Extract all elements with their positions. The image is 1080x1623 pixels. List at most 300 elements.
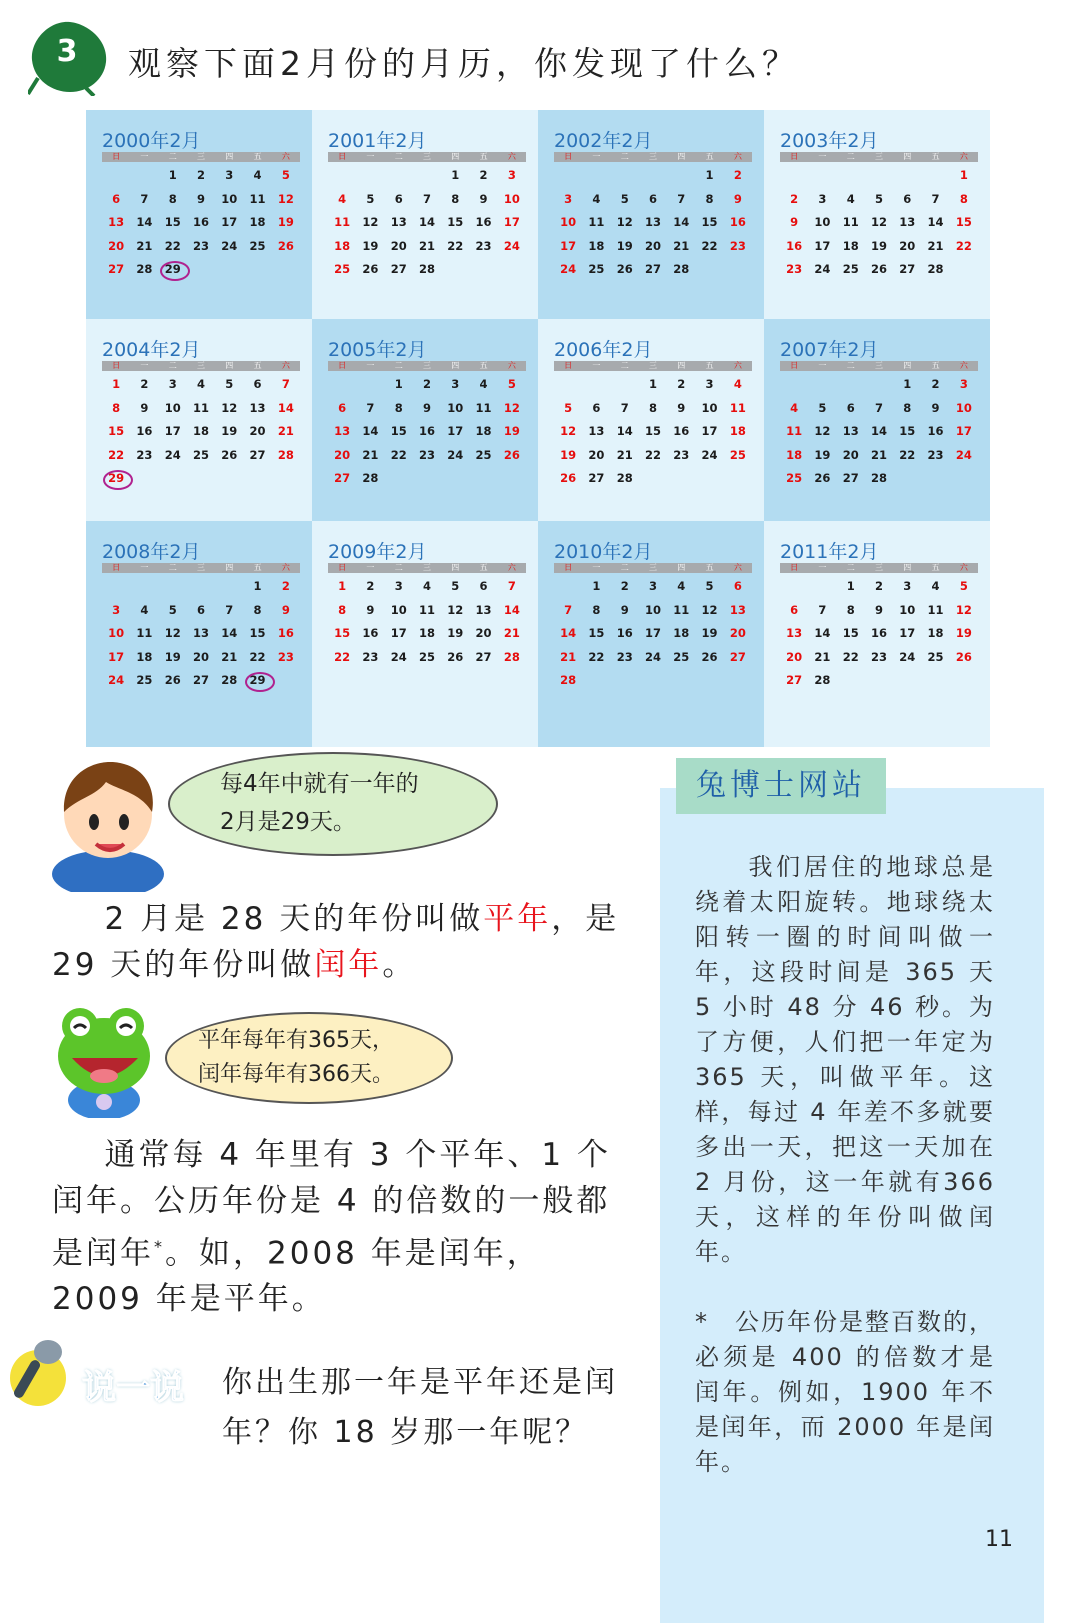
calendar-day: 22 [390,447,407,462]
calendar-day: 23 [729,238,746,253]
calendar-day: 12 [503,400,520,415]
calendar-day: 1 [253,579,262,593]
weekday-label: 三 [422,152,431,161]
calendar-day: 4 [733,377,742,391]
weekday-label: 二 [394,361,403,370]
calendar-day: 6 [846,400,855,415]
calendar-day: 3 [564,191,573,206]
calendar-day: 11 [729,400,746,415]
calendar-day: 3 [648,579,657,593]
calendar-day: 3 [903,579,912,593]
calendar-day: 2 [479,168,488,182]
calendar-day: 16 [673,424,690,438]
calendar-day: 22 [164,238,181,253]
weekday-label: 日 [790,563,799,572]
leap-day-circled: 29 [102,467,130,491]
calendar-day: 9 [874,602,883,617]
term-leap-year: 闰年 [314,947,383,983]
calendar-day: 28 [503,649,520,664]
calendar-day: 26 [221,447,238,462]
calendar-day: 6 [112,191,121,206]
calendar-day: 18 [673,626,690,640]
calendar-day: 19 [616,238,633,253]
speech-bubble-boy-text [220,765,480,841]
weekday-label: 三 [422,563,431,572]
calendar-day: 21 [927,238,944,253]
calendar-day: 10 [221,191,238,206]
calendar-day: 8 [648,400,657,415]
calendar-day: 25 [334,262,351,276]
calendar-day: 11 [927,602,944,617]
calendar-day: 10 [955,400,972,415]
calendar-day: 23 [927,447,944,462]
calendar-day: 18 [192,424,209,438]
weekday-label: 五 [931,361,940,370]
calendar-day: 16 [870,626,887,640]
calendar-day: 17 [899,626,916,640]
calendar-day: 22 [334,649,351,664]
weekday-header [328,152,526,162]
calendar-day: 26 [503,447,520,462]
weekday-label: 二 [846,152,855,161]
weekday-label: 六 [733,152,742,161]
calendar-day: 21 [362,447,379,462]
weekday-label: 二 [168,152,177,161]
calendar-day: 4 [253,168,262,182]
side-panel-note: * 公历年份是整百数的，必须是 400 的倍数才是闰年。例如，1900 年不是闰年，而 2000 年是闰年。 [695,1308,995,1476]
calendar-day: 5 [818,400,827,415]
weekday-label: 四 [677,152,686,161]
month-calendar [764,319,990,521]
calendar-day: 24 [447,447,464,462]
calendar-day: 16 [136,424,153,438]
calendar-day: 24 [108,673,125,687]
calendar-day: 6 [394,191,403,206]
frog-illustration [50,1000,160,1118]
side-panel-body-text: 我们居住的地球总是绕着太阳旋转。地球绕太阳转一圈的时间叫做一年，这段时间是 365 天 5 小时 48 分 46 秒。为了方便，人们把一年定为 365 天，叫做平年。这样，每过 4 年差不多就要多出一天，把这一天加在 2 月份，这一年就有366 天，这样的年份叫做闰年。 [695,853,995,1266]
day-grid [328,164,526,282]
month-title: 2005年2月 [328,339,427,361]
weekday-label: 三 [422,361,431,370]
weekday-header [780,563,978,573]
bubble-line: 平年每年有365天， [198,1028,394,1053]
weekday-label: 日 [564,152,573,161]
calendar-day: 12 [560,424,577,438]
weekday-label: 一 [366,152,375,161]
calendar-day: 8 [846,602,855,617]
definition-part: ，是 29 天的年份叫做 [52,901,620,983]
calendar-day: 24 [955,447,972,462]
weekday-header [780,361,978,371]
calendar-day: 11 [842,215,859,229]
calendar-day: 3 [705,377,714,391]
weekday-label: 二 [168,361,177,370]
weekday-label: 一 [140,563,149,572]
weekday-label: 一 [592,563,601,572]
calendar-day: 17 [447,424,464,438]
month-calendar [86,319,312,521]
calendar-day: 5 [507,377,516,391]
calendar-day: 6 [196,602,205,617]
calendar-day: 8 [705,191,714,206]
calendar-day: 17 [164,424,181,438]
calendar-day: 22 [447,238,464,253]
calendar-day: 7 [422,191,431,206]
calendar-day: 5 [451,579,460,593]
calendar-day: 20 [729,626,746,640]
calendar-day: 7 [564,602,573,617]
month-calendar [538,319,764,521]
calendar-day: 5 [705,579,714,593]
weekday-label: 日 [338,152,347,161]
calendar-day: 11 [136,626,153,640]
calendar-day: 28 [560,673,577,687]
calendar-day: 19 [701,626,718,640]
day-grid [102,575,300,693]
month-title: 2010年2月 [554,541,653,563]
calendar-day: 11 [786,424,803,438]
calendar-day: 27 [249,447,266,462]
calendar-day: 14 [503,602,520,617]
calendar-day: 23 [277,649,294,664]
calendar-day: 16 [362,626,379,640]
calendar-day: 14 [560,626,577,640]
weekday-label: 二 [620,361,629,370]
calendar-day: 22 [842,649,859,664]
weekday-label: 日 [790,361,799,370]
calendar-day: 24 [899,649,916,664]
weekday-label: 四 [903,361,912,370]
calendar-day: 7 [366,400,375,415]
month-calendar [764,521,990,747]
calendar-day: 17 [503,215,520,229]
weekday-label: 三 [648,361,657,370]
calendar-day: 25 [136,673,153,687]
calendar-day: 3 [507,168,516,182]
weekday-header [554,152,752,162]
calendar-day: 3 [112,602,121,617]
calendar-day: 21 [418,238,435,253]
weekday-label: 五 [705,563,714,572]
boy-illustration [48,752,168,892]
month-title: 2008年2月 [102,541,201,563]
calendar-day: 27 [588,471,605,485]
day-grid [328,373,526,491]
calendar-day: 2 [620,579,629,593]
weekday-label: 六 [507,563,516,572]
weekday-label: 五 [253,152,262,161]
weekday-label: 日 [564,563,573,572]
bubble-line: 2月是29天。 [220,809,356,835]
calendar-day: 24 [221,238,238,253]
calendar-day: 9 [366,602,375,617]
calendar-day: 7 [140,191,149,206]
calendar-day: 21 [560,649,577,664]
calendar-day: 13 [899,215,916,229]
calendar-day: 15 [701,215,718,229]
calendar-day: 4 [846,191,855,206]
calendar-day: 27 [729,649,746,664]
calendar-day: 28 [362,471,379,485]
weekday-label: 五 [931,563,940,572]
day-grid [554,164,752,282]
day-grid [328,575,526,669]
month-calendar [538,110,764,319]
calendar-day: 7 [620,400,629,415]
calendar-day: 18 [334,238,351,253]
calendar-day: 21 [136,238,153,253]
weekday-label: 一 [366,361,375,370]
weekday-label: 六 [959,152,968,161]
weekday-label: 四 [225,152,234,161]
calendar-day: 2 [733,168,742,182]
calendar-day: 6 [479,579,488,593]
calendar-day: 22 [644,447,661,462]
calendar-day: 18 [475,424,492,438]
weekday-label: 二 [620,152,629,161]
calendar-day: 18 [249,215,266,229]
calendar-day: 7 [281,377,290,391]
calendar-day: 14 [277,400,294,415]
calendar-day: 20 [899,238,916,253]
month-calendar [312,521,538,747]
month-title: 2011年2月 [780,541,879,563]
calendar-day: 1 [705,168,714,182]
calendar-day: 10 [899,602,916,617]
calendar-day: 1 [959,168,968,182]
calendar-day: 23 [870,649,887,664]
calendar-day: 28 [418,262,435,276]
calendar-day: 23 [418,447,435,462]
calendar-day: 20 [249,424,266,438]
calendar-day: 26 [560,471,577,485]
calendar-day: 28 [616,471,633,485]
weekday-label: 日 [338,361,347,370]
calendar-day: 19 [447,626,464,640]
calendar-day: 14 [221,626,238,640]
calendar-day: 25 [842,262,859,276]
calendar-day: 15 [390,424,407,438]
calendar-day: 22 [899,447,916,462]
calendar-day: 23 [673,447,690,462]
side-panel-title: 兔博士网站 [676,758,886,814]
calendar-day: 26 [955,649,972,664]
calendar-day: 24 [701,447,718,462]
calendar-day: 8 [338,602,347,617]
calendar-day: 19 [560,447,577,462]
calendar-day: 17 [108,649,125,664]
calendar-day: 13 [475,602,492,617]
calendar-day: 23 [475,238,492,253]
weekday-label: 六 [507,361,516,370]
calendar-day: 27 [192,673,209,687]
calendar-day: 24 [164,447,181,462]
calendar-day: 5 [225,377,234,391]
calendar-day: 4 [140,602,149,617]
weekday-header [554,563,752,573]
calendar-day: 14 [927,215,944,229]
calendar-day: 16 [927,424,944,438]
calendar-day: 21 [814,649,831,664]
calendar-day: 14 [362,424,379,438]
calendar-day: 6 [592,400,601,415]
weekday-label: 日 [338,563,347,572]
calendar-day: 6 [338,400,347,415]
weekday-label: 四 [903,152,912,161]
calendar-day: 15 [249,626,266,640]
calendar-day: 19 [870,238,887,253]
calendar-day: 14 [870,424,887,438]
calendar-day: 18 [418,626,435,640]
calendar-day: 4 [790,400,799,415]
calendar-day: 9 [281,602,290,617]
weekday-label: 日 [790,152,799,161]
calendar-day: 2 [140,377,149,391]
month-calendar [86,521,312,747]
calendar-day: 6 [733,579,742,593]
calendar-day: 3 [168,377,177,391]
calendar-day: 25 [927,649,944,664]
calendar-day: 12 [447,602,464,617]
bubble-line: 闰年每年有366天。 [198,1062,394,1087]
calendar-day: 10 [560,215,577,229]
calendar-day: 4 [196,377,205,391]
calendar-day: 12 [814,424,831,438]
calendar-day: 15 [955,215,972,229]
calendar-day: 16 [729,215,746,229]
calendar-day: 12 [701,602,718,617]
calendar-day: 26 [701,649,718,664]
calendar-day: 9 [790,215,799,229]
calendar-day: 12 [164,626,181,640]
calendar-day: 23 [136,447,153,462]
calendar-day: 16 [786,238,803,253]
calendar-day: 12 [616,215,633,229]
calendar-day: 27 [334,471,351,485]
calendar-day: 27 [644,262,661,276]
calendar-day: 12 [955,602,972,617]
day-grid [780,575,978,693]
calendar-day: 2 [366,579,375,593]
calendar-day: 17 [390,626,407,640]
leap-day-circled: 29 [243,669,271,693]
calendar-day: 7 [225,602,234,617]
weekday-header [554,361,752,371]
calendar-day: 1 [648,377,657,391]
month-title: 2009年2月 [328,541,427,563]
day-grid [780,164,978,282]
leap-day-circled: 29 [159,258,187,282]
calendar-day: 11 [192,400,209,415]
calendar-day: 7 [874,400,883,415]
calendar-day: 11 [673,602,690,617]
weekday-label: 日 [112,563,121,572]
weekday-label: 六 [281,361,290,370]
calendar-day: 13 [334,424,351,438]
calendar-day: 1 [394,377,403,391]
calendar-day: 9 [677,400,686,415]
weekday-label: 四 [451,563,460,572]
calendar-day: 17 [814,238,831,253]
calendar-day: 25 [729,447,746,462]
calendar-day: 10 [814,215,831,229]
calendar-day: 27 [842,471,859,485]
month-title: 2006年2月 [554,339,653,361]
weekday-label: 四 [677,563,686,572]
calendar-day: 3 [959,377,968,391]
calendar-day: 2 [931,377,940,391]
month-calendar [538,521,764,747]
discuss-label: 说一说 [82,1368,184,1408]
calendar-day: 11 [418,602,435,617]
calendar-day: 5 [620,191,629,206]
weekday-label: 四 [225,563,234,572]
calendar-day: 9 [140,400,149,415]
weekday-label: 一 [366,563,375,572]
calendar-day: 27 [899,262,916,276]
weekday-label: 六 [959,361,968,370]
calendar-day: 8 [903,400,912,415]
weekday-label: 二 [394,152,403,161]
month-title: 2002年2月 [554,130,653,152]
calendar-day: 15 [644,424,661,438]
weekday-label: 二 [394,563,403,572]
calendar-day: 26 [164,673,181,687]
calendar-day: 24 [644,649,661,664]
calendar-day: 28 [221,673,238,687]
weekday-label: 五 [479,361,488,370]
calendar-day: 20 [108,238,125,253]
calendar-day: 10 [108,626,125,640]
calendar-day: 4 [592,191,601,206]
calendar-day: 25 [588,262,605,276]
calendar-day: 5 [366,191,375,206]
calendar-day: 8 [451,191,460,206]
weekday-label: 二 [168,563,177,572]
calendar-day: 11 [475,400,492,415]
calendar-day: 14 [418,215,435,229]
calendar-day: 3 [818,191,827,206]
calendar-day: 6 [903,191,912,206]
calendar-day: 20 [588,447,605,462]
month-title: 2001年2月 [328,130,427,152]
calendar-day: 24 [560,262,577,276]
calendar-day: 23 [786,262,803,276]
day-grid [780,373,978,491]
calendar-day: 19 [955,626,972,640]
calendar-day: 19 [277,215,294,229]
calendar-day: 28 [870,471,887,485]
weekday-label: 二 [846,563,855,572]
day-grid [554,373,752,491]
calendar-day: 14 [814,626,831,640]
calendar-day: 24 [390,649,407,664]
weekday-label: 四 [677,361,686,370]
day-grid [102,164,300,282]
calendar-day: 24 [503,238,520,253]
calendar-day: 2 [790,191,799,206]
month-calendar [312,110,538,319]
weekday-label: 三 [648,152,657,161]
weekday-header [328,361,526,371]
calendar-day: 27 [390,262,407,276]
weekday-label: 一 [592,152,601,161]
weekday-label: 六 [281,152,290,161]
calendar-day: 1 [112,377,121,391]
calendar-day: 15 [588,626,605,640]
calendar-day: 18 [927,626,944,640]
calendar-day: 20 [842,447,859,462]
